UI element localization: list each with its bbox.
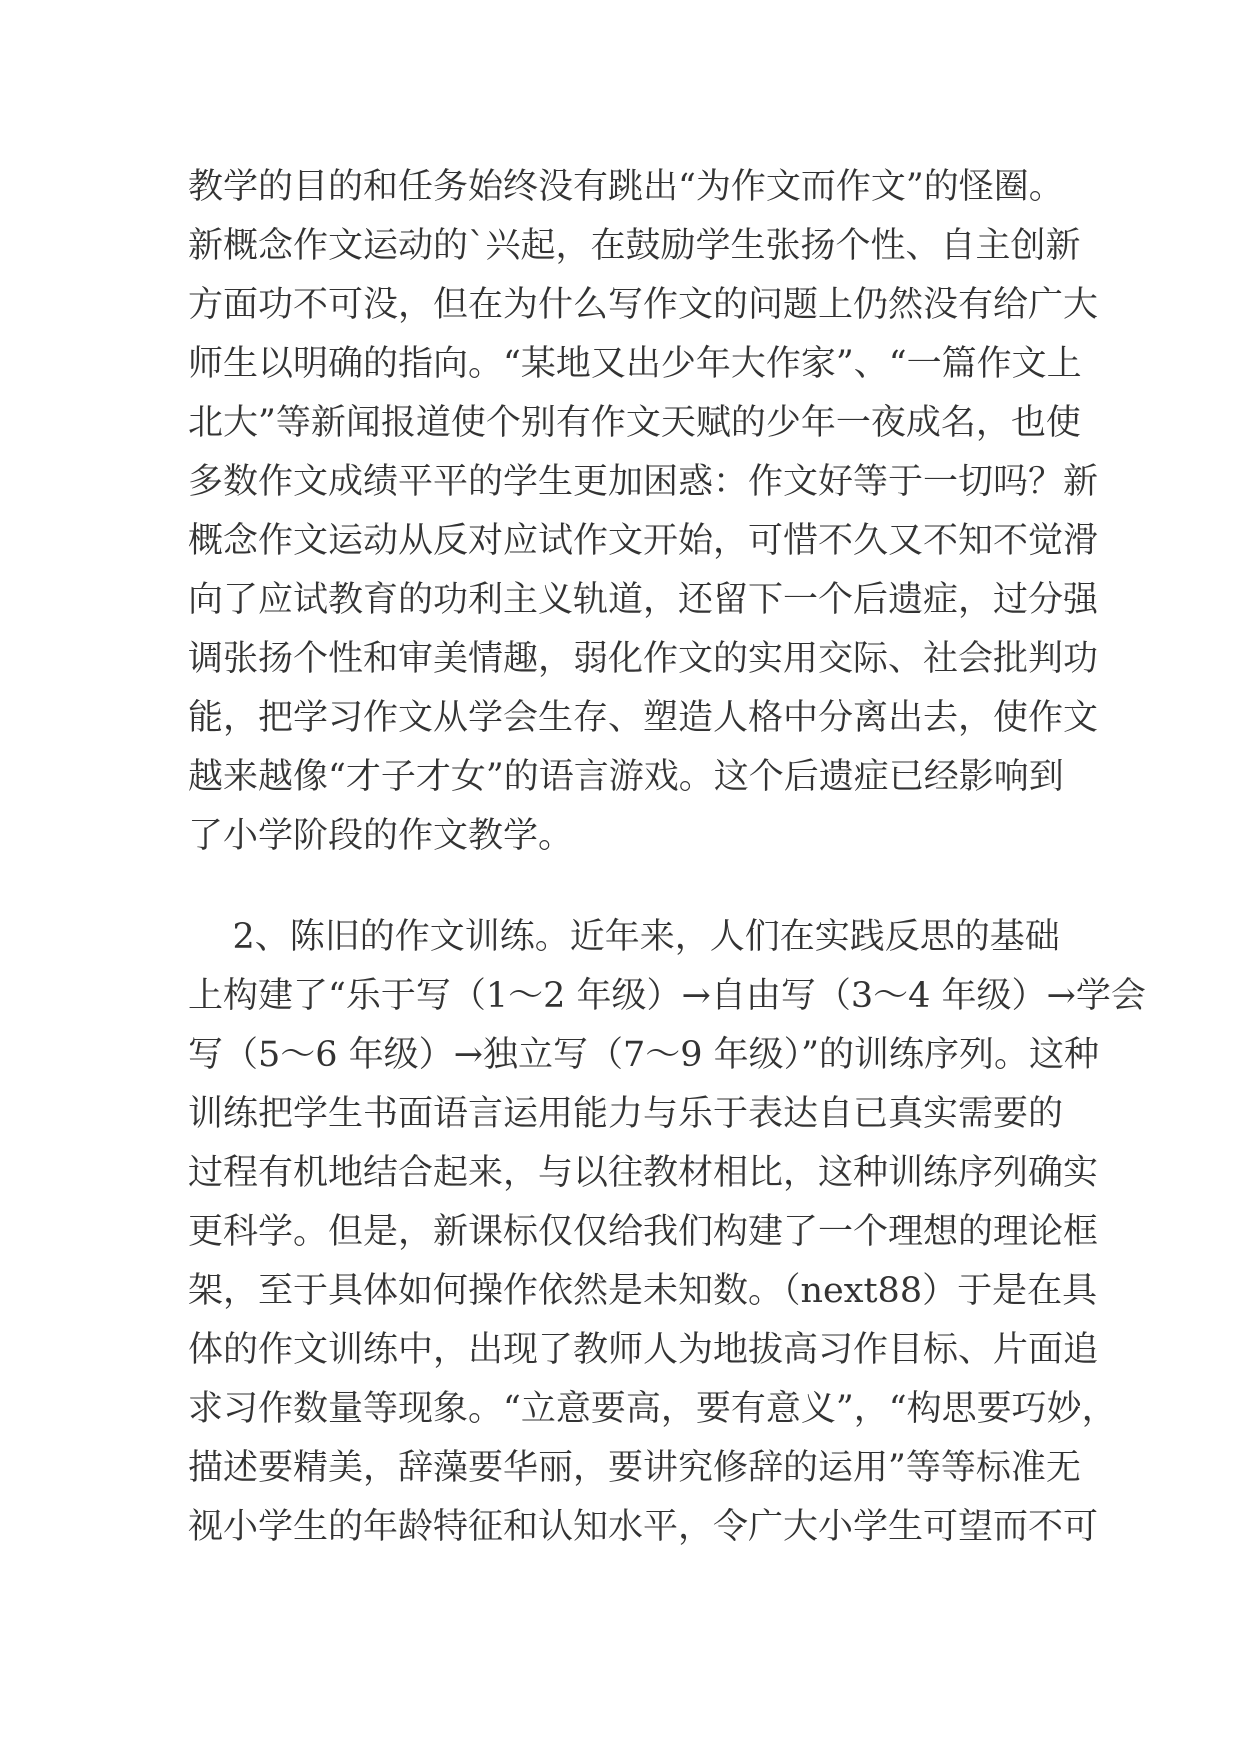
paragraph-line: 北大”等新闻报道使个别有作文天赋的少年一夜成名，也使 bbox=[188, 403, 1081, 443]
paragraph-line: 更科学。但是，新课标仅仅给我们构建了一个理想的理论框 bbox=[188, 1212, 1099, 1252]
paragraph-line: 过程有机地结合起来，与以往教材相比，这种训练序列确实 bbox=[188, 1153, 1099, 1193]
paragraph-line: 视小学生的年龄特征和认知水平，令广大小学生可望而不可 bbox=[188, 1507, 1099, 1547]
paragraph-line: 描述要精美，辞藻要华丽，要讲究修辞的运用”等等标准无 bbox=[188, 1448, 1081, 1488]
paragraph-line: 概念作文运动从反对应试作文开始，可惜不久又不知不觉滑 bbox=[188, 521, 1099, 561]
paragraph-line: 2、陈旧的作文训练。近年来，人们在实践反思的基础 bbox=[188, 917, 1060, 957]
paragraph-line: 调张扬个性和审美情趣，弱化作文的实用交际、社会批判功 bbox=[188, 639, 1099, 679]
paragraph-line: 架，至于具体如何操作依然是未知数。（next88）于是在具 bbox=[188, 1271, 1098, 1311]
paragraph-line: 训练把学生书面语言运用能力与乐于表达自已真实需要的 bbox=[188, 1094, 1064, 1134]
paragraph-line: 求习作数量等现象。“立意要高，要有意义”，“构思要巧妙， bbox=[188, 1389, 1117, 1429]
paragraph-line: 方面功不可没，但在为什么写作文的问题上仍然没有给广大 bbox=[188, 285, 1099, 325]
paragraph-line: 上构建了“乐于写（1～2 年级）→自由写（3～4 年级）→学会 bbox=[188, 976, 1146, 1016]
paragraph-line: 写（5～6 年级）→独立写（7～9 年级）”的训练序列。这种 bbox=[188, 1035, 1100, 1075]
paragraph-line: 教学的目的和任务始终没有跳出“为作文而作文”的怪圈。 bbox=[188, 167, 1064, 207]
paragraph-line: 师生以明确的指向。“某地又出少年大作家”、“一篇作文上 bbox=[188, 344, 1082, 384]
paragraph-2 bbox=[188, 908, 1146, 1557]
paragraph-line: 越来越像“才子才女”的语言游戏。这个后遗症已经影响到 bbox=[188, 757, 1064, 797]
paragraph-line: 向了应试教育的功利主义轨道，还留下一个后遗症，过分强 bbox=[188, 580, 1099, 620]
paragraph-1 bbox=[188, 158, 1099, 866]
paragraph-line: 了小学阶段的作文教学。 bbox=[188, 816, 574, 856]
paragraph-line: 能，把学习作文从学会生存、塑造人格中分离出去，使作文 bbox=[188, 698, 1099, 738]
paragraph-line: 多数作文成绩平平的学生更加困惑：作文好等于一切吗？新 bbox=[188, 462, 1099, 502]
paragraph-line: 体的作文训练中，出现了教师人为地拔高习作目标、片面追 bbox=[188, 1330, 1099, 1370]
paragraph-line: 新概念作文运动的`兴起，在鼓励学生张扬个性、自主创新 bbox=[188, 226, 1081, 266]
